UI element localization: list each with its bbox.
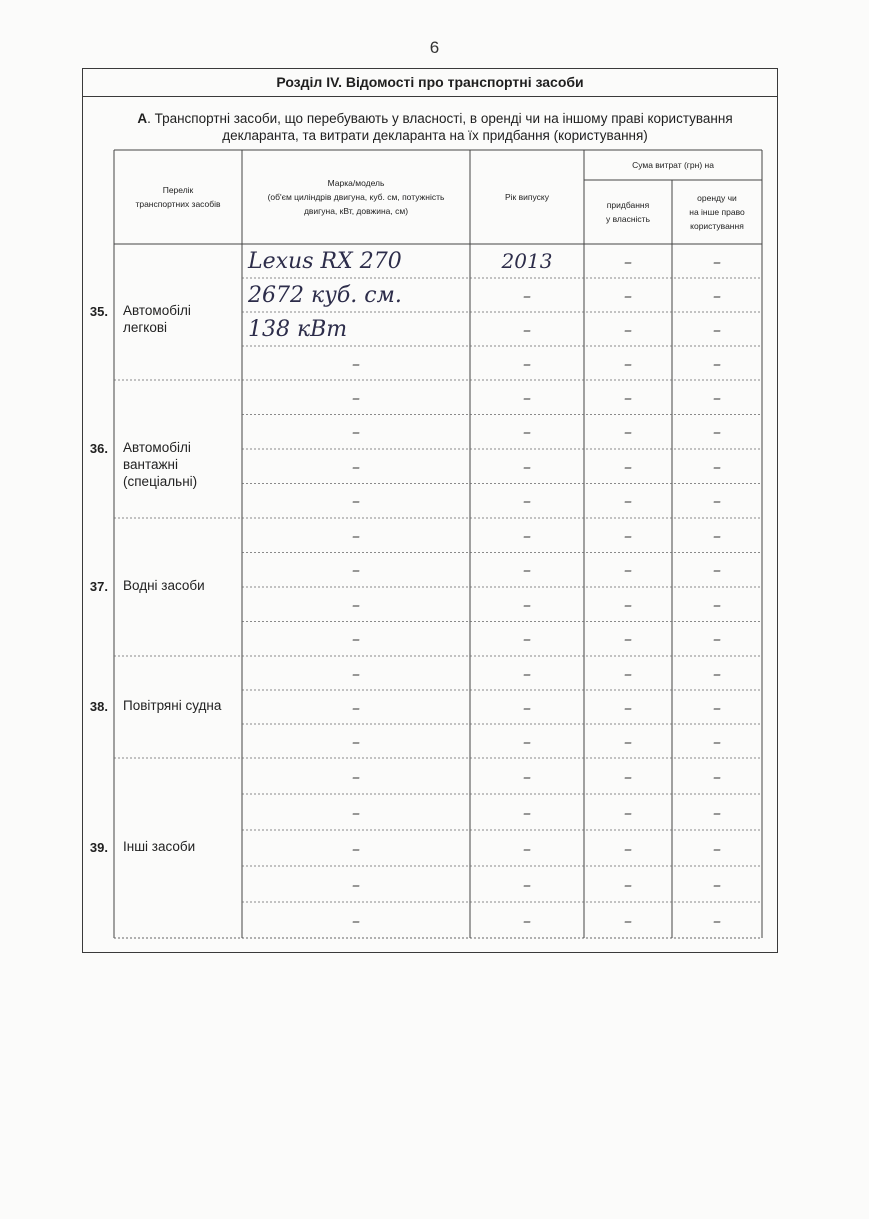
group-label bbox=[123, 302, 241, 336]
cell-year: – bbox=[523, 838, 531, 858]
cell-purchase: – bbox=[624, 251, 632, 271]
cell-year: 2013 bbox=[501, 249, 553, 273]
group-label-line: Інші засоби bbox=[123, 839, 196, 854]
cell-purchase: – bbox=[624, 560, 632, 580]
cell-model: Lexus RX 270 bbox=[248, 248, 402, 274]
cell-purchase: – bbox=[624, 838, 632, 858]
group-label-line: (спеціальні) bbox=[123, 474, 198, 489]
cell-purchase: – bbox=[624, 387, 632, 407]
cell-year: – bbox=[523, 874, 531, 894]
cell-year: – bbox=[523, 910, 531, 930]
cell-rent: – bbox=[713, 697, 721, 717]
group-label-line: вантажні bbox=[123, 457, 179, 472]
subsection-title-line1: . Транспортні засоби, що перебувають у власності, в оренді чи на іншому праві користування bbox=[147, 111, 733, 126]
cell-purchase: – bbox=[624, 422, 632, 442]
cell-rent: – bbox=[713, 285, 721, 305]
section-title: Розділ IV. Відомості про транспортні засоби bbox=[82, 68, 778, 97]
cell-model: – bbox=[352, 525, 360, 545]
cell-purchase: – bbox=[624, 663, 632, 683]
cell-rent: – bbox=[713, 387, 721, 407]
page-number: 6 bbox=[429, 38, 440, 57]
cell-year: – bbox=[523, 766, 531, 786]
header-list: Перелік транспортних засобів bbox=[135, 185, 221, 209]
cell-model: 2672 куб. см. bbox=[248, 282, 402, 308]
group-label-line: легкові bbox=[123, 320, 168, 335]
cell-purchase: – bbox=[624, 456, 632, 476]
cell-year: – bbox=[523, 802, 531, 822]
cell-rent: – bbox=[713, 594, 721, 614]
cell-rent: – bbox=[713, 560, 721, 580]
cell-year: – bbox=[523, 491, 531, 511]
header-rent: оренду чи на інше право користування bbox=[689, 193, 745, 231]
subsection-title-line2: декларанта, та витрати декларанта на їх придбання (користування) bbox=[222, 128, 648, 143]
group-label-line: Повітряні судна bbox=[123, 698, 222, 713]
cell-rent: – bbox=[713, 456, 721, 476]
cell-purchase: – bbox=[624, 731, 632, 751]
cell-year: – bbox=[523, 525, 531, 545]
cell-rent: – bbox=[713, 663, 721, 683]
cell-purchase: – bbox=[624, 766, 632, 786]
cell-year: – bbox=[523, 353, 531, 373]
cell-model: – bbox=[352, 594, 360, 614]
cell-purchase: – bbox=[624, 629, 632, 649]
cell-model: – bbox=[352, 838, 360, 858]
cell-year: – bbox=[523, 731, 531, 751]
cell-rent: – bbox=[713, 422, 721, 442]
group-label-line: Автомобілі bbox=[123, 303, 191, 318]
cell-rent: – bbox=[713, 629, 721, 649]
cell-rent: – bbox=[713, 491, 721, 511]
cell-year: – bbox=[523, 594, 531, 614]
cell-model: – bbox=[352, 491, 360, 511]
cell-model: – bbox=[352, 663, 360, 683]
cell-purchase: – bbox=[624, 594, 632, 614]
cell-purchase: – bbox=[624, 491, 632, 511]
header-purchase: придбання у власність bbox=[605, 200, 651, 224]
cell-purchase: – bbox=[624, 802, 632, 822]
cell-model: – bbox=[352, 910, 360, 930]
group-number: 39. bbox=[89, 840, 108, 855]
cell-rent: – bbox=[713, 353, 721, 373]
subsection-letter: А bbox=[137, 111, 148, 126]
cell-rent: – bbox=[713, 802, 721, 822]
cell-rent: – bbox=[713, 874, 721, 894]
cell-rent: – bbox=[713, 319, 721, 339]
group-label-line: Водні засоби bbox=[123, 578, 205, 593]
cell-purchase: – bbox=[624, 910, 632, 930]
group-label bbox=[123, 439, 241, 490]
cell-model: – bbox=[352, 353, 360, 373]
group-label bbox=[123, 577, 241, 594]
cell-year: – bbox=[523, 422, 531, 442]
header-sum: Сума витрат (грн) на bbox=[632, 160, 714, 170]
cell-purchase: – bbox=[624, 319, 632, 339]
cell-year: – bbox=[523, 319, 531, 339]
cell-model: – bbox=[352, 456, 360, 476]
header-year: Рік випуску bbox=[505, 192, 549, 202]
cell-year: – bbox=[523, 560, 531, 580]
cell-purchase: – bbox=[624, 697, 632, 717]
cell-model: – bbox=[352, 766, 360, 786]
group-number: 36. bbox=[89, 441, 108, 456]
cell-year: – bbox=[523, 387, 531, 407]
cell-year: – bbox=[523, 285, 531, 305]
cell-rent: – bbox=[713, 251, 721, 271]
cell-rent: – bbox=[713, 525, 721, 545]
cell-year: – bbox=[523, 663, 531, 683]
group-number: 35. bbox=[89, 304, 108, 319]
cell-purchase: – bbox=[624, 285, 632, 305]
cell-rent: – bbox=[713, 766, 721, 786]
cell-model: – bbox=[352, 731, 360, 751]
cell-rent: – bbox=[713, 731, 721, 751]
group-number: 38. bbox=[89, 699, 108, 714]
group-label bbox=[123, 697, 241, 714]
cell-model: – bbox=[352, 629, 360, 649]
cell-year: – bbox=[523, 456, 531, 476]
group-label-line: Автомобілі bbox=[123, 440, 191, 455]
cell-year: – bbox=[523, 697, 531, 717]
cell-rent: – bbox=[713, 838, 721, 858]
cell-purchase: – bbox=[624, 874, 632, 894]
cell-model: – bbox=[352, 422, 360, 442]
group-number: 37. bbox=[89, 579, 108, 594]
header-model: Марка/модель (об'єм циліндрів двигуна, куб. см, потужність двигуна, кВт, довжина, см) bbox=[267, 178, 445, 216]
cell-model: – bbox=[352, 697, 360, 717]
cell-model: – bbox=[352, 874, 360, 894]
cell-rent: – bbox=[713, 910, 721, 930]
cell-model: – bbox=[352, 387, 360, 407]
cell-model: – bbox=[352, 802, 360, 822]
cell-model: – bbox=[352, 560, 360, 580]
cell-model: 138 кВт bbox=[248, 316, 348, 342]
cell-year: – bbox=[523, 629, 531, 649]
group-label bbox=[123, 838, 241, 855]
cell-purchase: – bbox=[624, 525, 632, 545]
cell-purchase: – bbox=[624, 353, 632, 373]
